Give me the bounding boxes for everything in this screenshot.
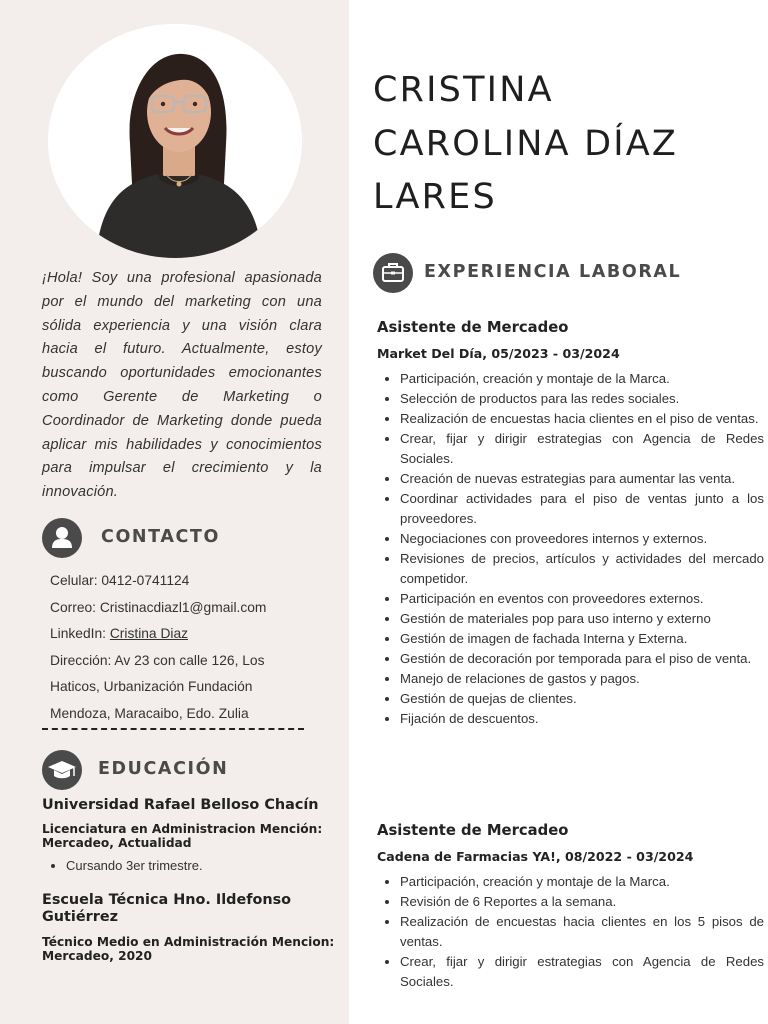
experience-heading: EXPERIENCIA LABORAL <box>424 262 682 282</box>
name-line: LARES <box>373 177 497 217</box>
person-icon <box>42 518 82 558</box>
list-item: • Coordinar actividades para el piso de ventas junto a los proveedores. <box>400 489 764 529</box>
list-item: • Selección de productos para las redes sociales. <box>400 389 764 409</box>
list-item: • Gestión de imagen de fachada Interna y Externa. <box>400 629 764 649</box>
list-item: • Negociaciones con proveedores internos y externos. <box>400 529 764 549</box>
job-company: Market Del Día, 05/2023 - 03/2024 <box>377 346 620 361</box>
list-item: • Realización de encuestas hacia clientes en el piso de ventas. <box>400 409 764 429</box>
list-item: • Revisiones de precios, artículos y actividades del mercado competidor. <box>400 549 764 589</box>
briefcase-icon <box>373 253 413 293</box>
profile-photo <box>48 24 302 258</box>
name-line: CAROLINA DÍAZ <box>373 123 679 164</box>
list-item: • Realización de encuestas hacia clientes en los 5 pisos de ventas. <box>400 912 764 952</box>
list-item: • Gestión de quejas de clientes. <box>400 689 764 709</box>
list-item: • Crear, fijar y dirigir estrategias con Agencia de Redes Sociales. <box>400 429 764 469</box>
contact-email: Correo: Cristinacdiazl1@gmail.com <box>50 599 267 615</box>
contact-address: Dirección: Av 23 con calle 126, Los Haticos, Urbanización Fundación Mendoza, Maracaibo, Edo. Zulia <box>50 652 265 721</box>
linkedin-link[interactable]: Cristina Diaz <box>109 626 189 641</box>
list-item: • Revisión de 6 Reportes a la semana. <box>400 892 764 912</box>
education-heading: EDUCACIÓN <box>98 759 229 779</box>
education-details <box>44 858 203 873</box>
list-item: • Participación, creación y montaje de la Marca. <box>400 369 764 389</box>
intro-paragraph: ¡Hola! Soy una profesional apasionada por el mundo del marketing con una sólida experiencia y una visión clara hacia el futuro. Actualmente, estoy buscando oportunidades emocionantes como Gerente de Marketing o Coordinador de Marketing donde pueda aplicar mis habilidades y conocimientos para impulsar el crecimiento y la innovación. <box>42 270 322 501</box>
name-line: CRISTINA <box>373 70 554 110</box>
contact-phone: Celular: 0412-0741124 <box>50 573 190 588</box>
list-item: • Cursando 3er trimestre. <box>66 858 203 873</box>
candidate-name <box>373 64 678 225</box>
education-institution: Universidad Rafael Belloso Chacín <box>42 797 319 813</box>
list-item: • Gestión de materiales pop para uso interno y externo <box>400 609 764 629</box>
list-item: • Creación de nuevas estrategias para aumentar las venta. <box>400 469 764 489</box>
job-duties <box>378 872 764 992</box>
job-company: Cadena de Farmacias YA!, 08/2022 - 03/2024 <box>377 849 694 864</box>
education-degree: Técnico Medio en Administración Mencion: Mercadeo, 2020 <box>42 935 335 963</box>
contact-linkedin <box>50 621 305 648</box>
linkedin-label: LinkedIn: <box>50 626 110 641</box>
section-divider <box>42 728 304 730</box>
job-title: Asistente de Mercadeo <box>377 822 569 839</box>
job-duties <box>378 369 764 729</box>
sidebar <box>0 0 349 1024</box>
list-item: • Manejo de relaciones de gastos y pagos. <box>400 669 764 689</box>
list-item: • Participación en eventos con proveedores externos. <box>400 589 764 609</box>
list-item: • Participación, creación y montaje de la Marca. <box>400 872 764 892</box>
education-institution: Escuela Técnica Hno. Ildefonso Gutiérrez <box>42 892 292 925</box>
education-degree: Licenciatura en Administracion Mención: Mercadeo, Actualidad <box>42 822 323 850</box>
graduation-cap-icon <box>42 750 82 790</box>
list-item: • Crear, fijar y dirigir estrategias con Agencia de Redes Sociales. <box>400 952 764 992</box>
list-item: • Fijación de descuentos. <box>400 709 764 729</box>
list-item: • Gestión de decoración por temporada para el piso de venta. <box>400 649 764 669</box>
contact-heading: CONTACTO <box>101 527 220 547</box>
job-title: Asistente de Mercadeo <box>377 319 569 336</box>
contact-details <box>50 568 305 727</box>
